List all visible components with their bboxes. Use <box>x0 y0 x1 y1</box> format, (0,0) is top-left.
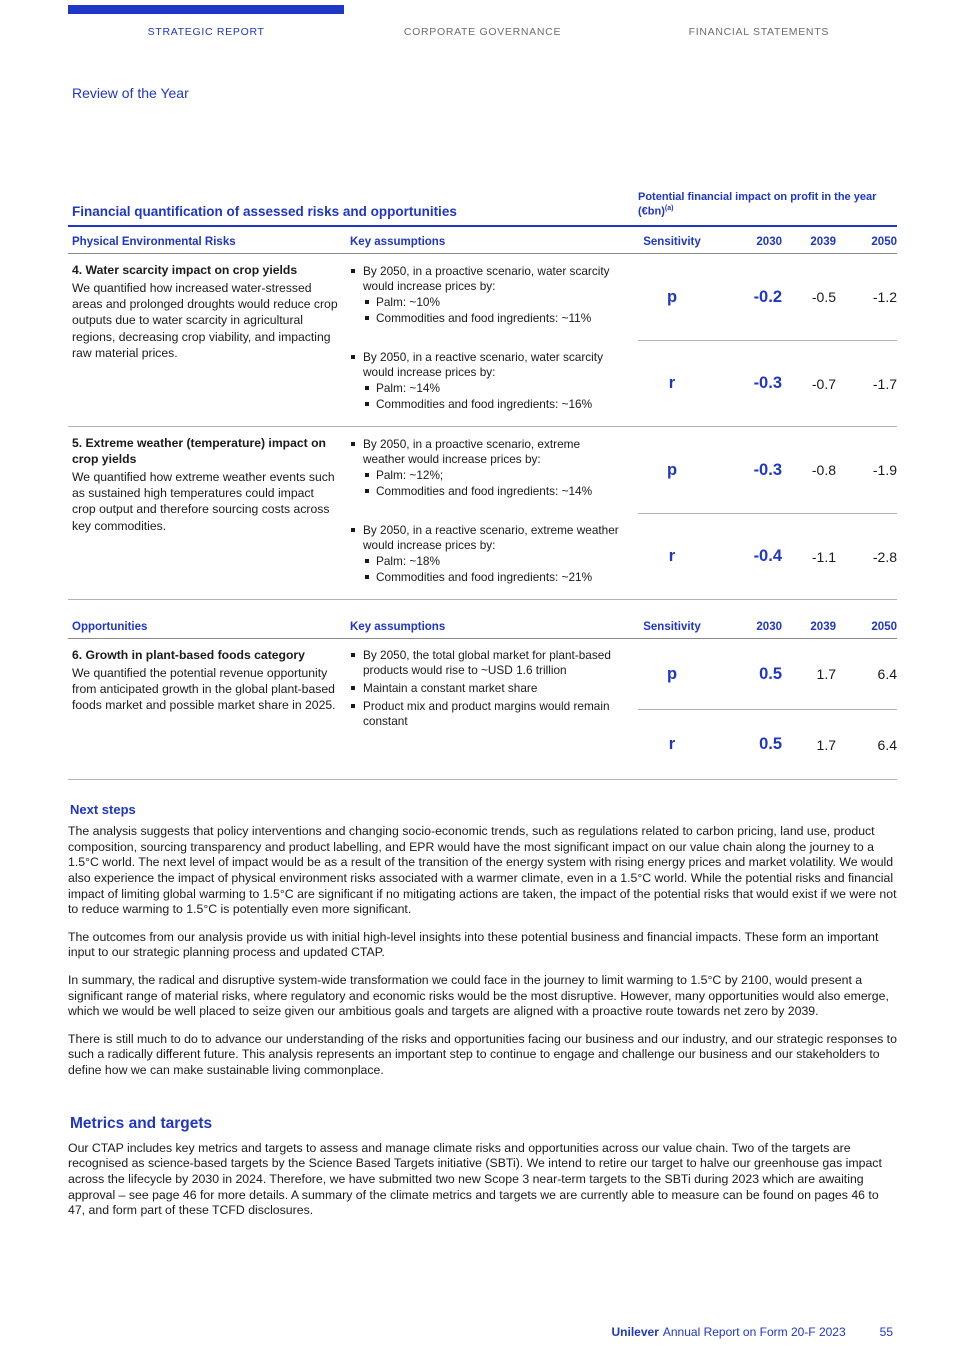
impact-2039: -0.5 <box>811 289 836 306</box>
value-column-headers <box>638 236 897 248</box>
opportunity-description: We quantified the potential revenue opportunity from anticipated growth in the global plant-based foods market and possible market share in 2025. <box>72 666 336 713</box>
assumption-subitem: Palm: ~12%; <box>363 468 622 483</box>
impact-2039: -0.7 <box>811 375 836 392</box>
assumption-subitem: Commodities and food ingredients: ~21% <box>363 570 622 585</box>
table-title: Financial quantification of assessed risks and opportunities <box>72 204 457 220</box>
page-footer <box>68 1305 897 1365</box>
column-header-assumptions: Key assumptions <box>350 236 446 249</box>
risk-detail-region <box>350 427 897 599</box>
column-header-2039: 2039 <box>810 621 836 634</box>
tab-corporate-governance[interactable] <box>344 5 620 40</box>
tab-strategic-report[interactable] <box>68 5 344 40</box>
impact-values-row <box>638 639 897 709</box>
risk-description-cell <box>68 427 350 599</box>
key-assumptions-cell <box>350 639 638 779</box>
body-paragraph: Our CTAP includes key metrics and targets to assess and manage climate risks and opportunities across our value chain. Two of the targets are recognised as science-based targets by the Science Based Targets initiative (SBTi). We intend to retire our target to halve our greenhouse gas impact across the lifecycle by 2030 in 2024. Therefore, we have submitted two new Scope 3 near-term targets to the SBTi during 2023 which are awaiting approval – see page 46 for more details. A summary of the climate metrics and targets we are currently able to measure can be found on pages 46 to 47, and form part of these TCFD disclosures. <box>68 1140 882 1218</box>
sensitivity-value: p <box>666 287 678 306</box>
body-paragraph: The analysis suggests that policy interventions and changing socio-economic trends, such as regulations related to carbon pricing, land use, product composition, sourcing transparency and product labelling, and EPR would have the most significant impact on our value chain along the journey to a 1.5°C world. The next level of impact would be as a result of the transition of the energy system with rising energy prices and market volatility. We would also experience the impact of physical environment risks associated with a warmer climate, even in a 1.5°C world. While the potential risks and financial impact of limiting global warming to 1.5°C are significant if no mitigating actions are taken, the impact of the potential risks that would exist if we were not to reduce warming to 1.5°C is potentially even more significant. <box>68 824 897 917</box>
impact-2039: -0.8 <box>811 462 836 479</box>
risk-description-cell <box>68 254 350 426</box>
next-steps-section <box>68 802 897 1091</box>
metrics-and-targets-section <box>68 1115 897 1231</box>
top-navigation <box>68 5 897 40</box>
assumption-item <box>350 523 622 585</box>
column-header-sensitivity: Sensitivity <box>643 621 701 634</box>
assumption-text: By 2050, in a proactive scenario, extreme weather would increase prices by: <box>363 437 581 467</box>
reactive-scenario-subrow <box>350 340 897 426</box>
column-header-sensitivity: Sensitivity <box>643 236 701 249</box>
impact-2039: 1.7 <box>816 666 836 683</box>
key-assumptions-list <box>350 513 638 599</box>
impact-values-row <box>638 427 897 513</box>
assumption-subitem: Palm: ~18% <box>363 554 622 569</box>
reactive-scenario-subrow <box>350 513 897 599</box>
impact-2030: -0.3 <box>753 460 782 479</box>
impact-values-region <box>638 639 897 779</box>
report-title-text: Annual Report on Form 20-F 2023 <box>662 1325 846 1339</box>
financial-quantification-table <box>68 191 897 780</box>
impact-2039: -1.1 <box>811 548 836 565</box>
column-header-assumptions: Key assumptions <box>350 621 446 634</box>
impact-2050: -1.2 <box>872 289 897 306</box>
table-title-row <box>68 191 897 227</box>
key-assumptions-list <box>350 427 638 513</box>
impact-header-text: Potential financial impact on profit in the year (€bn) <box>638 191 877 218</box>
tab-label: FINANCIAL STATEMENTS <box>688 26 830 38</box>
key-assumptions-list <box>350 340 638 426</box>
assumption-item <box>350 681 622 696</box>
impact-values-row <box>638 340 897 426</box>
column-header-risks: Physical Environmental Risks <box>72 236 236 249</box>
tab-label: STRATEGIC REPORT <box>147 26 265 38</box>
metrics-heading: Metrics and targets <box>70 1114 213 1132</box>
column-header-opportunities: Opportunities <box>72 621 148 634</box>
next-steps-heading: Next steps <box>70 802 136 818</box>
opportunities-table-header <box>68 612 897 639</box>
impact-2050: 6.4 <box>877 736 897 753</box>
assumption-text: Product mix and product margins would remain constant <box>363 699 610 729</box>
column-header-2050: 2050 <box>871 236 897 249</box>
assumption-item <box>350 264 622 326</box>
page-number: 55 <box>879 1325 893 1339</box>
impact-2050: -1.9 <box>872 462 897 479</box>
impact-2050: -1.7 <box>872 375 897 392</box>
risk-row-extreme-weather <box>68 427 897 600</box>
impact-2030: 0.5 <box>759 735 782 754</box>
body-paragraph: The outcomes from our analysis provide us with initial high-level insights into these potential business and financial impacts. These form an important input to our strategic planning process and updated CTAP. <box>68 929 879 960</box>
impact-values-row <box>638 709 897 779</box>
risk-row-water-scarcity <box>68 254 897 427</box>
risk-title: 5. Extreme weather (temperature) impact on crop yields <box>72 436 326 467</box>
tab-financial-statements[interactable] <box>621 5 897 40</box>
risk-description: We quantified how extreme weather events such as sustained high temperatures could impact crop output and therefore sourcing costs across key commodities. <box>72 469 335 533</box>
impact-2030: -0.2 <box>753 287 782 306</box>
assumption-subitem: Palm: ~10% <box>363 295 622 310</box>
body-paragraph: There is still much to do to advance our understanding of the risks and opportunities facing our business and our industry, and our strategic responses to such a radically different future. This analysis represents an important step to continue to engage and challenge our business and our stakeholders to define how we can make sustainable living commonplace. <box>68 1031 897 1078</box>
value-column-headers <box>638 621 897 633</box>
opportunity-row-plant-based <box>68 639 897 780</box>
report-title <box>612 1325 846 1339</box>
column-header-2050: 2050 <box>871 621 897 634</box>
impact-2050: -2.8 <box>872 548 897 565</box>
assumption-text: Maintain a constant market share <box>363 681 538 696</box>
impact-values-row <box>638 254 897 340</box>
assumption-item <box>350 699 622 729</box>
risk-title: 4. Water scarcity impact on crop yields <box>72 263 298 278</box>
risk-description: We quantified how increased water-stressed areas and prolonged droughts would reduce crop outputs due to water scarcity in agricultural regions, decreasing crop viability, and impacting raw material prices. <box>72 281 338 360</box>
risk-detail-region <box>350 254 897 426</box>
proactive-scenario-subrow <box>350 427 897 513</box>
assumption-text: By 2050, in a reactive scenario, extreme weather would increase prices by: <box>363 523 619 553</box>
tab-indicator <box>344 5 620 14</box>
active-tab-indicator <box>68 5 344 14</box>
key-assumptions-list <box>350 254 638 340</box>
assumption-subitem: Commodities and food ingredients: ~16% <box>363 397 622 412</box>
assumption-subitem: Palm: ~14% <box>363 381 622 396</box>
assumption-item <box>350 350 622 412</box>
assumption-text: By 2050, in a reactive scenario, water scarcity would increase prices by: <box>363 350 603 380</box>
column-header-2030: 2030 <box>756 236 782 249</box>
sensitivity-value: p <box>666 460 678 479</box>
impact-values-row <box>638 513 897 599</box>
key-assumptions-list <box>350 639 638 738</box>
body-paragraph: In summary, the radical and disruptive system-wide transformation we could face in the journey to limit warming to 1.5°C by 2100, would present a significant range of material risks, where regulatory and economic risks would be the most disruptive. However, many opportunities would also emerge, which we would be well placed to seize given our ambitious goals and targets are aligned with a proactive route towards net zero by 2039. <box>68 973 889 1019</box>
footnote-marker: (a) <box>664 204 674 212</box>
assumption-subitem: Commodities and food ingredients: ~11% <box>363 311 622 326</box>
column-header-2030: 2030 <box>756 621 782 634</box>
column-header-2039: 2039 <box>810 236 836 249</box>
impact-column-header <box>638 191 897 219</box>
sensitivity-value: r <box>668 547 676 566</box>
brand-name: Unilever <box>611 1325 659 1339</box>
opportunity-title: 6. Growth in plant-based foods category <box>72 648 305 663</box>
opportunity-description-cell <box>68 639 350 779</box>
tab-label: CORPORATE GOVERNANCE <box>403 26 562 38</box>
risk-table-header <box>68 227 897 254</box>
impact-2050: 6.4 <box>877 666 897 683</box>
assumption-item <box>350 437 622 499</box>
sensitivity-value: r <box>668 374 676 393</box>
impact-2030: -0.3 <box>753 374 782 393</box>
assumption-text: By 2050, in a proactive scenario, water scarcity would increase prices by: <box>363 264 610 294</box>
sensitivity-value: p <box>666 664 678 683</box>
impact-2039: 1.7 <box>816 736 836 753</box>
assumption-text: By 2050, the total global market for plant-based products would rise to ~USD 1.6 trillion <box>363 648 611 678</box>
assumption-subitem: Commodities and food ingredients: ~14% <box>363 484 622 499</box>
section-title: Review of the Year <box>72 85 189 101</box>
tab-indicator <box>621 5 897 14</box>
assumption-item <box>350 648 622 678</box>
sensitivity-value: r <box>668 735 676 754</box>
impact-2030: -0.4 <box>753 547 782 566</box>
impact-2030: 0.5 <box>759 664 782 683</box>
proactive-scenario-subrow <box>350 254 897 340</box>
